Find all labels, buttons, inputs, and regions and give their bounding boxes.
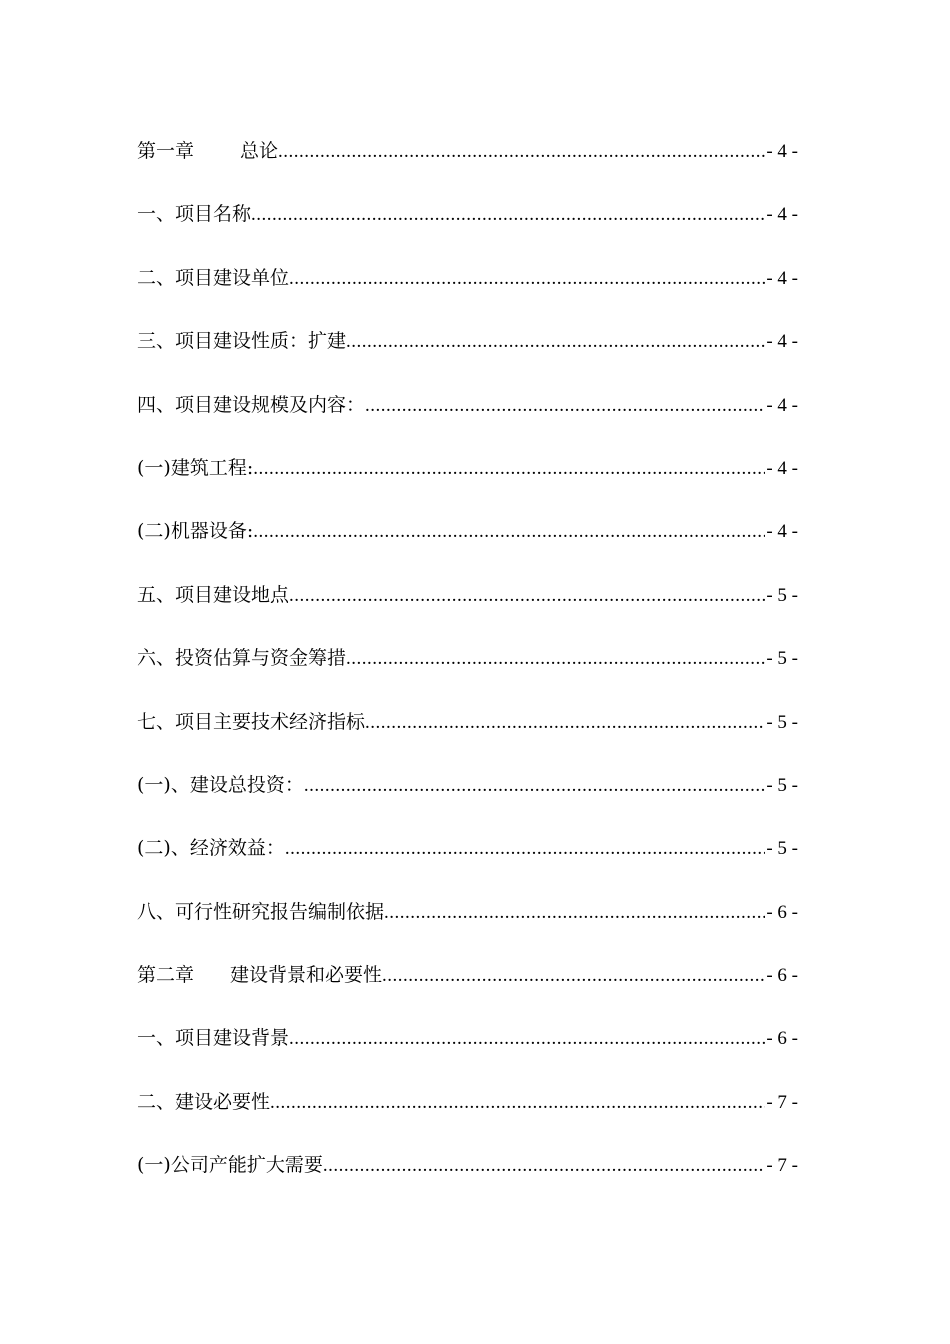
toc-dot-leader [270, 1080, 765, 1126]
toc-dot-leader [346, 636, 765, 682]
toc-title-text: 建设背景和必要性 [230, 964, 383, 987]
toc-page-number: - 5 - [766, 584, 798, 606]
toc-entry[interactable] [137, 1015, 798, 1078]
toc-entry-title [137, 191, 251, 237]
toc-title-text: 二、建设必要性 [137, 1090, 271, 1113]
toc-title-text: (一)、建设总投资： [137, 773, 304, 796]
toc-entry[interactable] [137, 508, 798, 571]
toc-title-text: 八、可行性研究报告编制依据 [137, 900, 385, 923]
toc-dot-leader [278, 129, 765, 175]
toc-title-text: 总论 [240, 140, 279, 162]
toc-entry-title [137, 825, 285, 871]
toc-dot-leader [365, 383, 765, 429]
toc-entry[interactable] [137, 128, 798, 191]
toc-entry[interactable] [137, 572, 798, 635]
toc-page-number: - 4 - [766, 457, 798, 479]
toc-dot-leader [253, 446, 765, 492]
toc-chapter-label: 第一章 [137, 140, 195, 162]
toc-dot-leader [289, 1016, 765, 1062]
toc-entry-title [137, 1015, 289, 1061]
toc-page-number: - 5 - [766, 711, 798, 733]
toc-dot-leader [289, 573, 765, 619]
toc-entry-title [137, 128, 278, 174]
toc-entry[interactable] [137, 952, 798, 1015]
toc-entry[interactable] [137, 889, 798, 952]
toc-title-text: (二)、经济效益： [137, 837, 285, 860]
toc-page-number: - 4 - [766, 204, 798, 226]
toc-title-text: 六、投资估算与资金筹措 [137, 647, 347, 670]
toc-entry-title [137, 952, 382, 998]
toc-entry-title [137, 762, 304, 808]
toc-page-number: - 7 - [766, 1091, 798, 1113]
toc-entry-title [137, 635, 346, 681]
toc-entry[interactable] [137, 635, 798, 698]
toc-chapter-label: 第二章 [137, 964, 195, 987]
toc-entry-title [137, 1079, 270, 1125]
toc-entry-title [137, 382, 365, 428]
toc-page-number: - 5 - [766, 648, 798, 670]
toc-entry-title [137, 508, 253, 554]
toc-entry[interactable] [137, 191, 798, 254]
toc-page-number: - 7 - [766, 1155, 798, 1177]
toc-entry[interactable] [137, 699, 798, 762]
toc-entry-title [137, 699, 365, 745]
toc-entry[interactable] [137, 825, 798, 888]
toc-page-number: - 4 - [766, 141, 798, 162]
toc-page-number: - 6 - [766, 965, 798, 987]
toc-dot-leader [285, 826, 766, 872]
toc-page-number: - 4 - [766, 267, 798, 289]
toc-entry-title [137, 255, 289, 301]
toc-dot-leader [365, 700, 765, 746]
toc-entry-title [137, 318, 346, 364]
toc-dot-leader [253, 509, 765, 555]
toc-page-number: - 5 - [766, 774, 798, 796]
toc-title-text: 一、项目建设背景 [137, 1027, 290, 1050]
toc-title-text: 二、项目建设单位 [137, 266, 290, 289]
toc-title-text: 五、项目建设地点 [137, 583, 290, 606]
toc-dot-leader [323, 1143, 766, 1189]
toc-title-text: 三、项目建设性质：扩建 [137, 330, 347, 353]
toc-page-number: - 4 - [766, 394, 798, 416]
toc-entry-title [137, 445, 253, 491]
toc-page-number: - 4 - [766, 521, 798, 543]
toc-entry[interactable] [137, 318, 798, 381]
toc-dot-leader [346, 319, 765, 365]
toc-entry[interactable] [137, 382, 798, 445]
toc-entry-title [137, 889, 384, 935]
toc-page-number: - 6 - [766, 901, 798, 923]
toc-entry[interactable] [137, 255, 798, 318]
toc-page-number: - 4 - [766, 331, 798, 353]
toc-entry-title [137, 572, 289, 618]
toc-entry[interactable] [137, 1079, 798, 1142]
toc-entry[interactable] [137, 762, 798, 825]
toc-entry-title [137, 1142, 323, 1188]
toc-title-text: 七、项目主要技术经济指标 [137, 710, 366, 733]
toc-dot-leader [384, 890, 765, 936]
toc-entry[interactable] [137, 445, 798, 508]
toc-dot-leader [251, 192, 765, 238]
toc-dot-leader [304, 763, 766, 809]
toc-title-text: (一)公司产能扩大需要 [137, 1154, 323, 1177]
toc-title-text: (二)机器设备: [137, 520, 254, 543]
toc-page-number: - 6 - [766, 1028, 798, 1050]
toc-title-text: 四、项目建设规模及内容： [137, 393, 366, 416]
toc-dot-leader [382, 953, 765, 999]
toc-dot-leader [289, 256, 765, 302]
toc-page-number: - 5 - [766, 838, 798, 860]
table-of-contents [137, 128, 798, 1206]
toc-title-text: (一)建筑工程: [137, 456, 254, 479]
toc-entry[interactable] [137, 1142, 798, 1205]
toc-title-text: 一、项目名称 [137, 203, 252, 226]
